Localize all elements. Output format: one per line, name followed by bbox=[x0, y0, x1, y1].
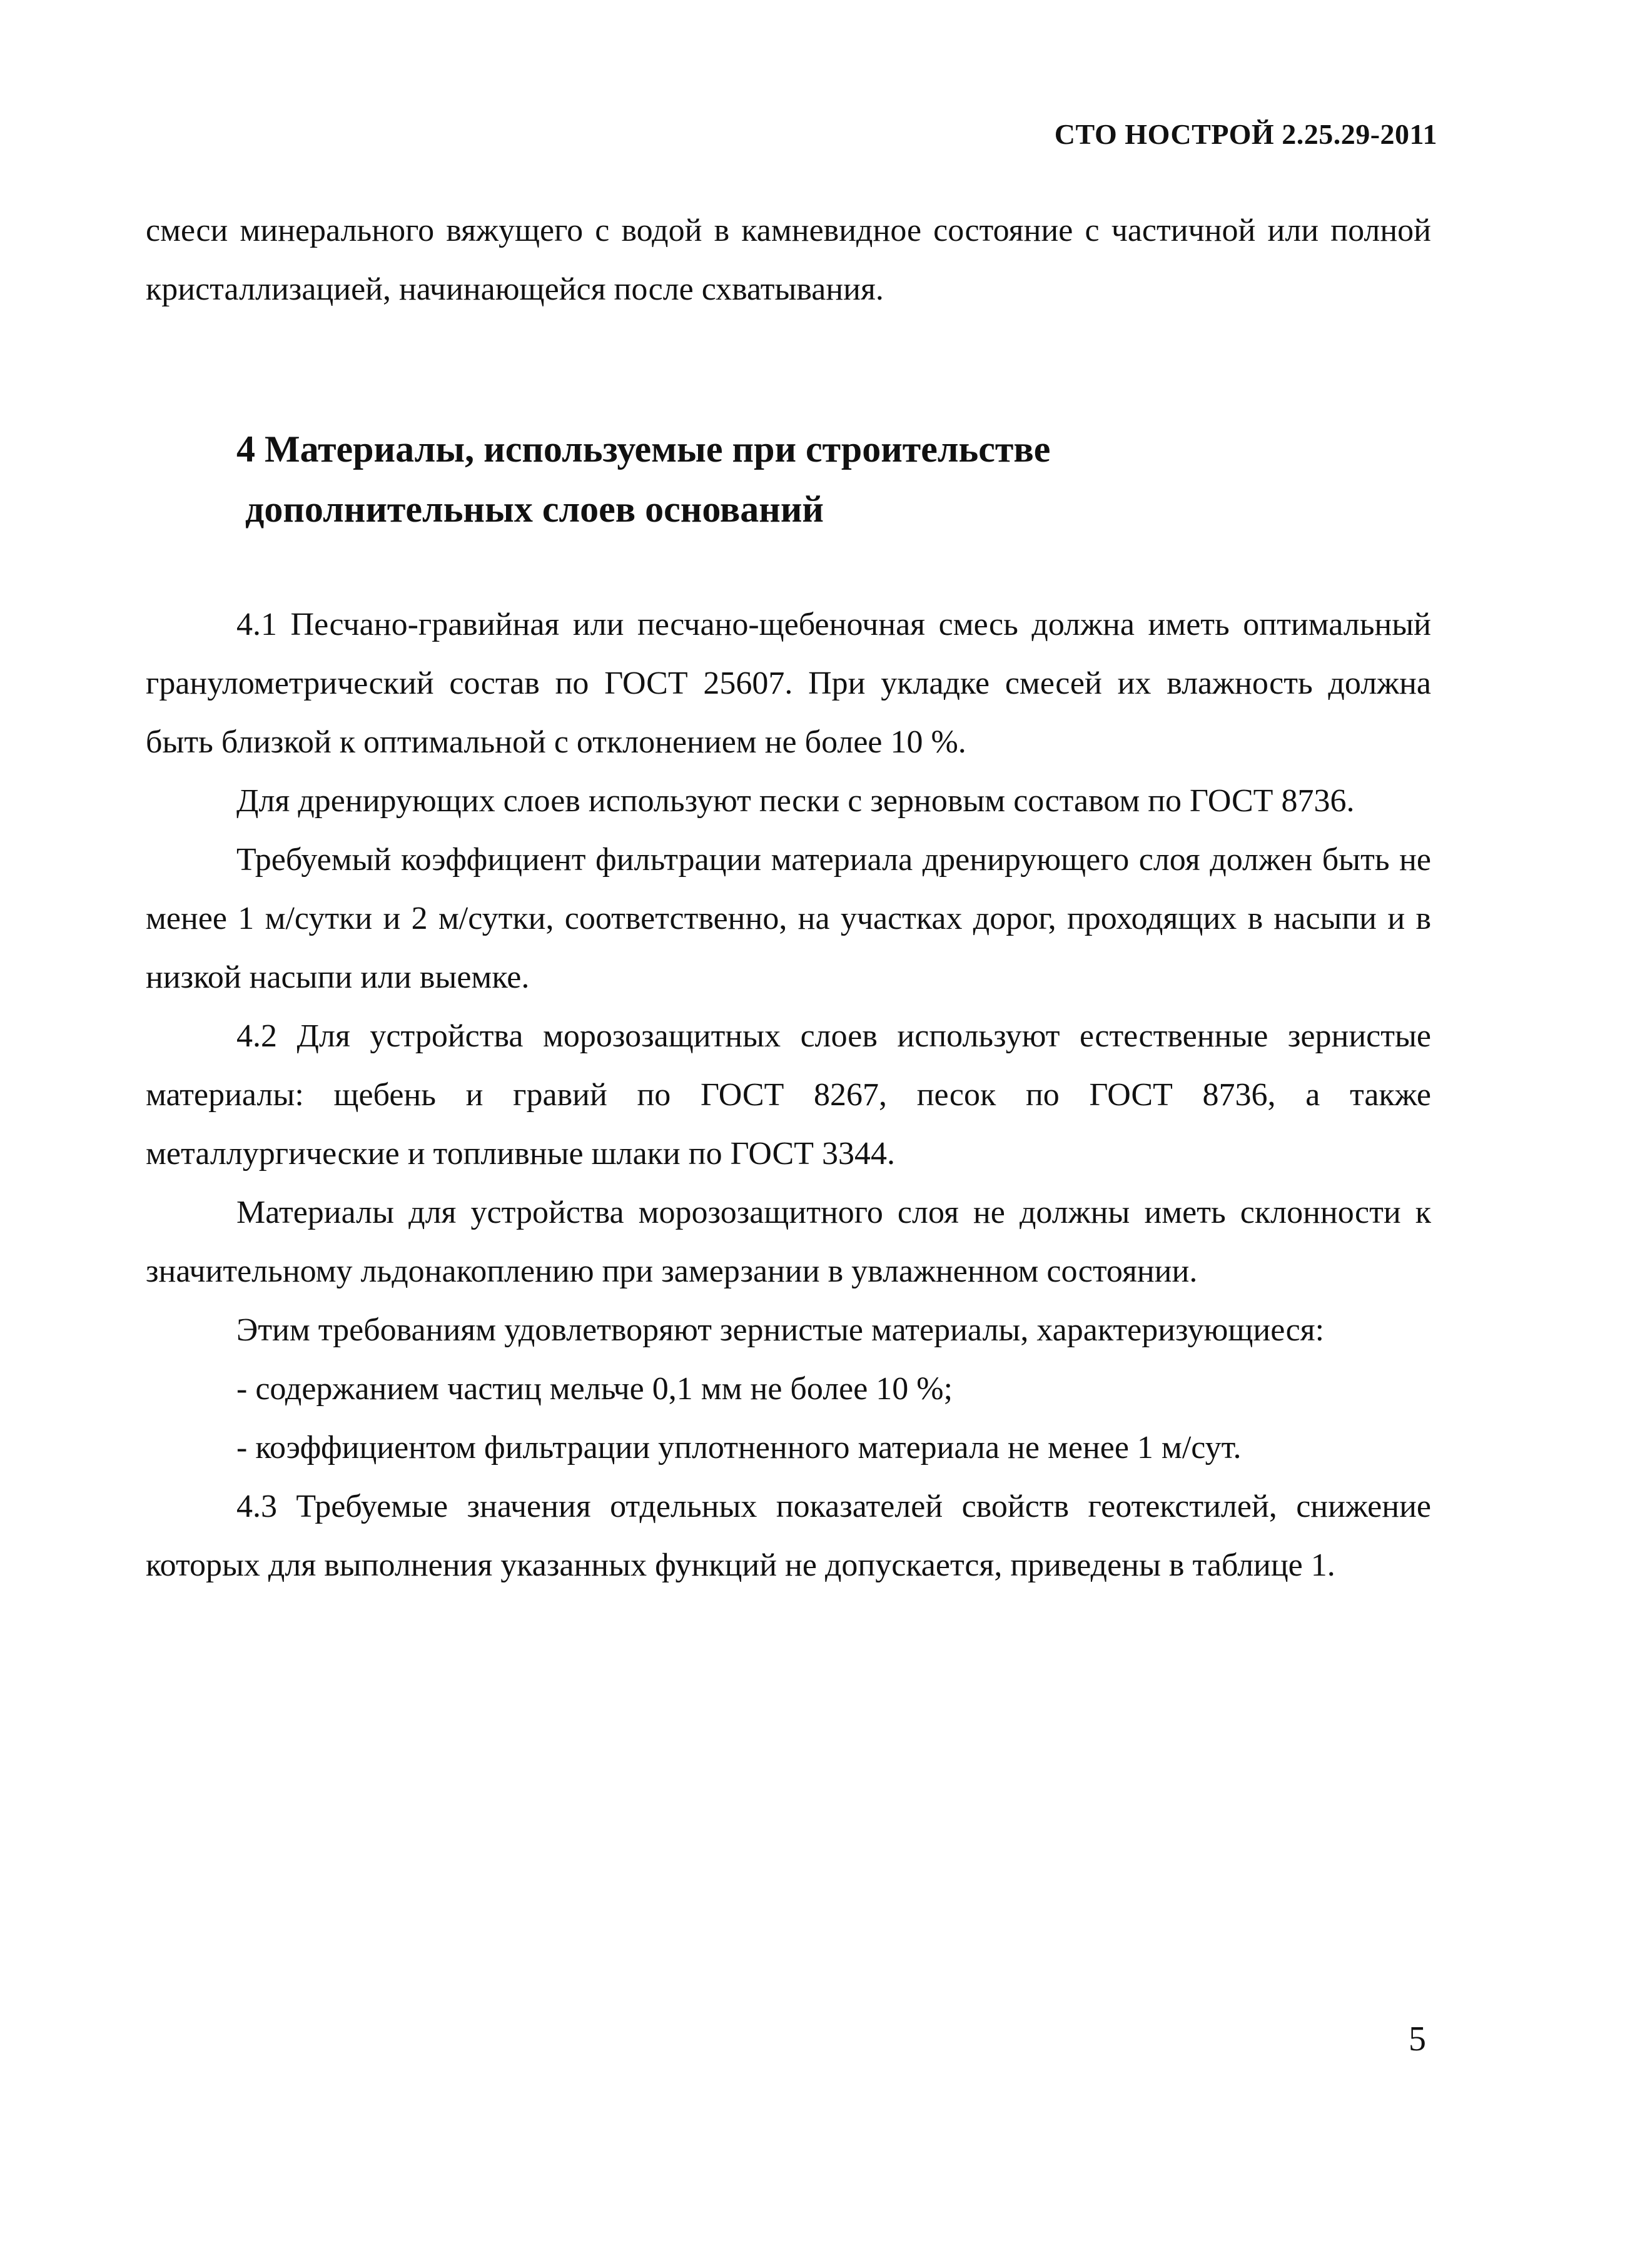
page-number: 5 bbox=[1409, 2020, 1426, 2058]
document-code-header: СТО НОСТРОЙ 2.25.29-2011 bbox=[1054, 118, 1437, 150]
paragraph-4-1: 4.1 Песчано-гравийная или песчано-щебеночная смесь должна иметь оптимальный гранулометрический состав по ГОСТ 25607. При укладке смесей их влажность должна быть близкой к оптимальной с отклонением не более 10 %. bbox=[146, 607, 1431, 760]
section-heading bbox=[236, 419, 1425, 539]
continuation-paragraph: смеси минерального вяжущего с водой в камневидное состояние с частичной или полной кристаллизацией, начинающейся после схватывания. bbox=[146, 213, 1431, 307]
paragraph-requirements: Этим требованиям удовлетворяют зернистые материалы, характеризующиеся: bbox=[236, 1312, 1325, 1348]
list-item-particles: - содержанием частиц мельче 0,1 мм не более 10 %; bbox=[236, 1371, 953, 1407]
paragraph-4-2: 4.2 Для устройства морозозащитных слоев используют естественные зернистые материалы: щебень и гравий по ГОСТ 8267, песок по ГОСТ 8736, а также металлургические и топливные шлаки по ГОСТ 3344. bbox=[146, 1018, 1431, 1172]
paragraph-4-3: 4.3 Требуемые значения отдельных показателей свойств геотекстилей, снижение которых для выполнения указанных функций не допускается, приведены в таблице 1. bbox=[146, 1489, 1431, 1583]
section-heading-line-1: 4 Материалы, используемые при строительстве bbox=[236, 428, 1051, 470]
paragraph-frost-materials: Материалы для устройства морозозащитного слоя не должны иметь склонности к значительному льдонакоплению при замерзании в увлажненном состоянии. bbox=[146, 1195, 1431, 1289]
section-body bbox=[146, 595, 1431, 1595]
section-heading-line-2: дополнительных слоев оснований bbox=[245, 489, 824, 530]
paragraph-draining-sands: Для дренирующих слоев используют пески с зерновым составом по ГОСТ 8736. bbox=[236, 783, 1355, 819]
list-item-filtration: - коэффициентом фильтрации уплотненного материала не менее 1 м/сут. bbox=[236, 1430, 1242, 1466]
paragraph-filtration-coefficient: Требуемый коэффициент фильтрации материала дренирующего слоя должен быть не менее 1 м/сутки и 2 м/сутки, соответственно, на участках дорог, проходящих в насыпи и в низкой насыпи или выемке. bbox=[146, 842, 1431, 995]
